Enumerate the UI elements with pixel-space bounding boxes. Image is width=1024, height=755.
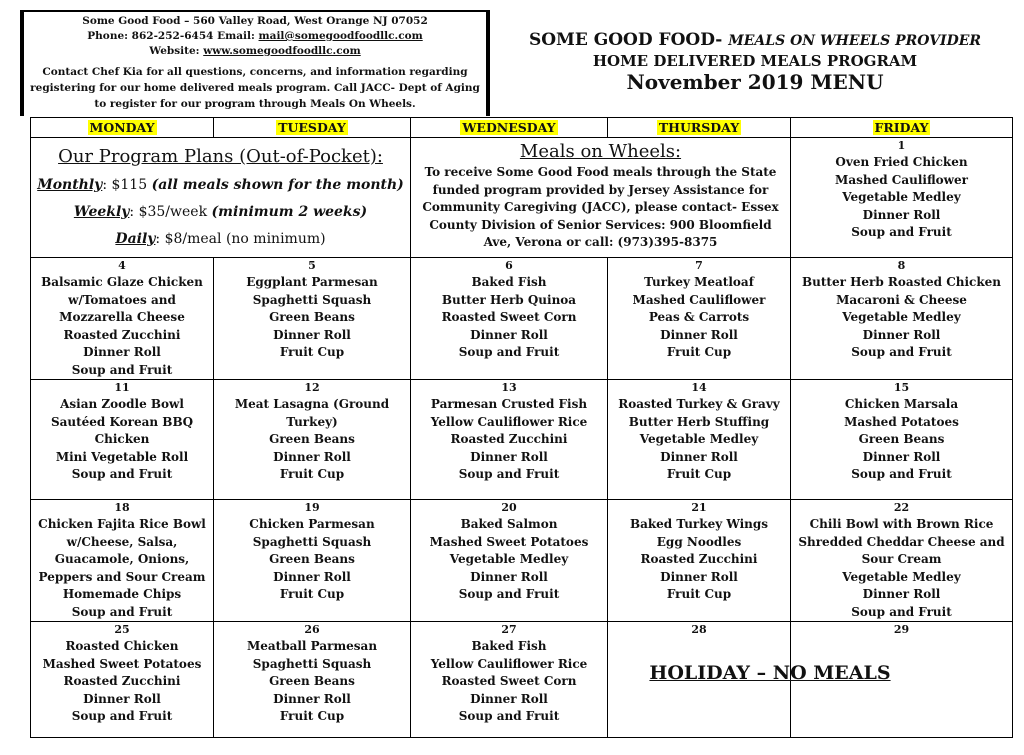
day-number: 27 bbox=[501, 623, 517, 636]
menu-items bbox=[608, 274, 790, 362]
address: Some Good Food – 560 Valley Road, West Orange NJ 07052 bbox=[82, 15, 428, 27]
menu-item: Dinner Roll bbox=[273, 327, 351, 342]
menu-item: Fruit Cup bbox=[666, 587, 732, 601]
menu-item: Soup and Fruit bbox=[851, 225, 952, 239]
menu-items bbox=[214, 274, 410, 362]
day-number: 19 bbox=[304, 501, 320, 514]
menu-item: Soup and Fruit bbox=[71, 604, 173, 619]
weekly-label: Weekly bbox=[73, 204, 130, 220]
menu-item: Soup and Fruit bbox=[851, 345, 952, 359]
menu-item: Meat Lasagna (Ground Turkey) bbox=[234, 397, 390, 429]
menu-item: Soup and Fruit bbox=[71, 362, 173, 377]
menu-items bbox=[791, 396, 1012, 484]
menu-item: Mashed Cauliflower bbox=[835, 172, 968, 187]
menu-item: Macaroni & Cheese bbox=[836, 292, 967, 307]
holiday-notice: HOLIDAY – NO MEALS bbox=[649, 662, 891, 684]
menu-item: Green Beans bbox=[858, 432, 945, 446]
day-label: FRIDAY bbox=[874, 120, 929, 135]
menu-item: Mini Vegetable Roll bbox=[55, 449, 189, 464]
week-row bbox=[31, 380, 1013, 500]
menu-item: Baked Fish bbox=[471, 275, 547, 289]
menu-item: Roasted Chicken bbox=[65, 639, 179, 653]
menu-item: Turkey Meatloaf bbox=[644, 275, 754, 289]
day-number: 15 bbox=[893, 381, 910, 394]
day-number: 29 bbox=[893, 623, 910, 636]
day-header bbox=[411, 118, 608, 138]
monthly-label: Monthly bbox=[37, 177, 103, 193]
day-cell bbox=[411, 380, 608, 500]
monthly-note: (all meals shown for the month) bbox=[151, 177, 404, 193]
menu-item: Yellow Cauliflower Rice bbox=[430, 414, 588, 429]
menu-item: Chicken Fajita Rice Bowl w/Cheese, Salsa, Guacamole, Onions, Peppers and Sour Cream bbox=[38, 517, 206, 584]
menu-item: Fruit Cup bbox=[279, 345, 345, 359]
menu-item: Asian Zoodle Bowl bbox=[60, 397, 184, 411]
menu-items bbox=[791, 274, 1012, 362]
menu-item: Oven Fried Chicken bbox=[835, 155, 968, 169]
menu-item: Dinner Roll bbox=[660, 449, 738, 464]
plans-heading: Our Program Plans (Out-of-Pocket): bbox=[58, 146, 383, 167]
day-cell bbox=[608, 380, 791, 500]
day-cell bbox=[31, 500, 214, 622]
menu-item: Dinner Roll bbox=[470, 327, 548, 342]
menu-items bbox=[411, 274, 607, 362]
menu-item: Vegetable Medley bbox=[449, 552, 569, 566]
plan-weekly bbox=[31, 199, 410, 226]
menu-item: Soup and Fruit bbox=[458, 709, 560, 723]
menu-item: Vegetable Medley bbox=[842, 310, 961, 324]
day-number: 1 bbox=[897, 139, 906, 152]
day-number: 21 bbox=[691, 501, 707, 514]
menu-item: Spaghetti Squash bbox=[252, 534, 372, 549]
day-cell bbox=[214, 258, 411, 380]
menu-item: Roasted Zucchini bbox=[640, 552, 758, 566]
day-cell bbox=[214, 500, 411, 622]
day-number: 22 bbox=[893, 501, 910, 514]
menu-items bbox=[608, 396, 790, 484]
day-number: 13 bbox=[501, 381, 517, 394]
menu-item: Butter Herb Stuffing bbox=[628, 414, 770, 429]
menu-item: Soup and Fruit bbox=[458, 345, 560, 359]
menu-item: Soup and Fruit bbox=[458, 467, 560, 481]
menu-item: Spaghetti Squash bbox=[252, 292, 372, 307]
week-row bbox=[31, 500, 1013, 622]
menu-item: Baked Salmon bbox=[460, 517, 558, 531]
title-line1 bbox=[495, 30, 1015, 50]
menu-item: Mashed Sweet Potatoes bbox=[42, 656, 202, 671]
menu-item: Vegetable Medley bbox=[842, 190, 961, 204]
menu-item: Dinner Roll bbox=[470, 691, 548, 706]
day-cell bbox=[214, 622, 411, 738]
menu-item: Soup and Fruit bbox=[71, 709, 173, 723]
menu-item: Dinner Roll bbox=[660, 569, 738, 584]
menu-item: Roasted Sweet Corn bbox=[441, 674, 577, 688]
menu-item: Dinner Roll bbox=[470, 569, 548, 584]
menu-items bbox=[214, 516, 410, 604]
menu-item: Green Beans bbox=[269, 432, 355, 446]
menu-item: Dinner Roll bbox=[862, 587, 941, 601]
menu-item: Baked Fish bbox=[471, 639, 547, 653]
menu-item: Chicken Parmesan bbox=[249, 517, 375, 531]
menu-item: Fruit Cup bbox=[666, 345, 732, 359]
day-number: 7 bbox=[695, 259, 703, 272]
menu-items bbox=[214, 638, 410, 726]
day-number: 4 bbox=[118, 259, 126, 272]
menu-items bbox=[608, 516, 790, 604]
menu-items bbox=[31, 396, 213, 484]
menu-item: Spaghetti Squash bbox=[252, 656, 372, 671]
title-line2: HOME DELIVERED MEALS PROGRAM bbox=[592, 52, 918, 70]
menu-item: Eggplant Parmesan bbox=[246, 275, 378, 289]
page-title bbox=[495, 30, 1015, 94]
menu-item: Fruit Cup bbox=[279, 709, 345, 723]
menu-item: Roasted Sweet Corn bbox=[441, 310, 577, 324]
day-cell bbox=[608, 500, 791, 622]
daily-price: : $8/meal (no minimum) bbox=[155, 231, 326, 247]
title-month: November 2019 MENU bbox=[626, 70, 884, 94]
menu-item: Shredded Cheddar Cheese and Sour Cream bbox=[798, 534, 1005, 566]
day-label: MONDAY bbox=[89, 120, 155, 135]
day-cell bbox=[411, 622, 608, 738]
program-plans bbox=[31, 138, 411, 258]
menu-item: Green Beans bbox=[269, 310, 355, 324]
day-cell bbox=[214, 380, 411, 500]
title-provider: SOME GOOD FOOD- bbox=[528, 30, 729, 50]
day-cell bbox=[411, 500, 608, 622]
website-link[interactable]: www.somegoodfoodllc.com bbox=[203, 45, 361, 57]
day-number: 25 bbox=[114, 623, 130, 636]
menu-item: Soup and Fruit bbox=[71, 467, 173, 481]
menu-items bbox=[214, 396, 410, 484]
weekday-header bbox=[31, 118, 1013, 138]
daily-label: Daily bbox=[115, 231, 156, 247]
menu-item: Roasted Zucchini bbox=[63, 327, 181, 342]
menu-item: Butter Herb Quinoa bbox=[441, 292, 577, 307]
day-cell bbox=[31, 380, 214, 500]
week-row bbox=[31, 138, 1013, 258]
menu-item: Balsamic Glaze Chicken w/Tomatoes and Mozzarella Cheese bbox=[41, 275, 203, 324]
meals-on-wheels-info bbox=[411, 138, 791, 258]
menu-item: Roasted Turkey & Gravy bbox=[618, 397, 780, 411]
day-label: WEDNESDAY bbox=[462, 120, 556, 135]
menu-item: Vegetable Medley bbox=[842, 569, 961, 584]
menu-item: Peas & Carrots bbox=[648, 310, 750, 324]
menu-item: Soup and Fruit bbox=[458, 587, 560, 601]
day-header bbox=[214, 118, 411, 138]
day-cell bbox=[31, 258, 214, 380]
day-number: 8 bbox=[897, 259, 906, 272]
menu-item: Chili Bowl with Brown Rice bbox=[809, 517, 994, 531]
menu-item: Fruit Cup bbox=[279, 467, 345, 481]
phone-label: Phone: 862-252-6454 Email: bbox=[87, 30, 259, 42]
menu-item: Roasted Zucchini bbox=[450, 432, 568, 446]
menu-items bbox=[411, 516, 607, 604]
day-number: 14 bbox=[691, 381, 707, 394]
menu-items bbox=[31, 274, 213, 379]
plan-daily bbox=[31, 226, 410, 253]
menu-item: Green Beans bbox=[269, 674, 355, 688]
mow-text: To receive Some Good Food meals through the State funded program provided by Jersey Assistance for Community Caregiving (JACC), please contact- Essex County Division of Senior Services: 900 Bloomfield Ave, Verona or call: (973)395-8375 bbox=[422, 165, 779, 249]
day-label: THURSDAY bbox=[658, 120, 740, 135]
menu-item: Dinner Roll bbox=[273, 569, 351, 584]
day-number: 5 bbox=[308, 259, 316, 272]
menu-items bbox=[411, 638, 607, 726]
day-number: 26 bbox=[304, 623, 320, 636]
menu-item: Roasted Zucchini bbox=[63, 674, 181, 688]
menu-item: Butter Herb Roasted Chicken bbox=[801, 275, 1002, 289]
mow-heading: Meals on Wheels: bbox=[519, 141, 682, 162]
menu-item: Sautéed Korean BBQ Chicken bbox=[50, 414, 194, 446]
menu-item: Fruit Cup bbox=[666, 467, 732, 481]
menu-item: Egg Noodles bbox=[656, 534, 742, 549]
day-cell bbox=[411, 258, 608, 380]
plan-monthly bbox=[31, 172, 410, 199]
menu-item: Soup and Fruit bbox=[851, 467, 952, 481]
day-number: 11 bbox=[114, 381, 130, 394]
menu-item: Dinner Roll bbox=[862, 207, 941, 222]
day-number: 28 bbox=[691, 623, 707, 636]
menu-item: Dinner Roll bbox=[273, 691, 351, 706]
day-header bbox=[791, 118, 1013, 138]
menu-item: Dinner Roll bbox=[83, 345, 161, 359]
menu-item: Dinner Roll bbox=[660, 327, 738, 342]
day-cell bbox=[791, 138, 1013, 258]
day-number: 20 bbox=[501, 501, 517, 514]
day-number: 6 bbox=[505, 259, 513, 272]
day-cell bbox=[608, 258, 791, 380]
day-number: 18 bbox=[114, 501, 130, 514]
menu-item: Meatball Parmesan bbox=[246, 639, 378, 653]
menu-item: Dinner Roll bbox=[273, 449, 351, 464]
menu-item: Green Beans bbox=[269, 552, 355, 566]
menu-item: Vegetable Medley bbox=[639, 432, 759, 446]
day-number: 12 bbox=[304, 381, 320, 394]
menu-item: Fruit Cup bbox=[279, 587, 345, 601]
day-label: TUESDAY bbox=[278, 120, 346, 135]
menu-item: Soup and Fruit bbox=[851, 604, 952, 619]
menu-item: Homemade Chips bbox=[62, 587, 182, 601]
menu-items bbox=[31, 638, 213, 726]
day-cell bbox=[791, 380, 1013, 500]
weekly-note: (minimum 2 weeks) bbox=[211, 204, 368, 220]
menu-items bbox=[791, 516, 1012, 621]
menu-items bbox=[411, 396, 607, 484]
email-link[interactable]: mail@somegoodfoodllc.com bbox=[258, 30, 423, 42]
menu-calendar bbox=[30, 117, 1013, 738]
website-label: Website: bbox=[149, 45, 204, 57]
menu-item: Dinner Roll bbox=[862, 327, 941, 342]
menu-items bbox=[791, 154, 1012, 242]
menu-item: Mashed Cauliflower bbox=[632, 292, 766, 307]
day-cell bbox=[791, 500, 1013, 622]
menu-item: Dinner Roll bbox=[470, 449, 548, 464]
contact-note: Contact Chef Kia for all questions, concerns, and information regarding registering for our home delivered meals program. Call JACC- Dept of Aging to register for our program through Meals On Wheels. bbox=[30, 66, 480, 110]
title-italic: MEALS ON WHEELS PROVIDER bbox=[728, 33, 982, 49]
menu-item: Chicken Marsala bbox=[844, 397, 959, 411]
monthly-price: : $115 bbox=[102, 177, 152, 193]
day-cell bbox=[31, 622, 214, 738]
website bbox=[24, 44, 486, 59]
menu-item: Dinner Roll bbox=[83, 691, 161, 706]
week-row bbox=[31, 258, 1013, 380]
contact-info-box bbox=[20, 10, 490, 116]
weekly-price: : $35/week bbox=[129, 204, 212, 220]
menu-item: Parmesan Crusted Fish bbox=[430, 397, 588, 411]
menu-item: Mashed Sweet Potatoes bbox=[429, 534, 589, 549]
day-cell bbox=[791, 258, 1013, 380]
menu-item: Mashed Potatoes bbox=[844, 414, 959, 429]
menu-item: Dinner Roll bbox=[862, 449, 941, 464]
day-header bbox=[608, 118, 791, 138]
day-header bbox=[31, 118, 214, 138]
menu-item: Baked Turkey Wings bbox=[629, 517, 769, 531]
menu-items bbox=[31, 516, 213, 621]
menu-item: Yellow Cauliflower Rice bbox=[430, 656, 588, 671]
phone-email bbox=[24, 29, 486, 44]
